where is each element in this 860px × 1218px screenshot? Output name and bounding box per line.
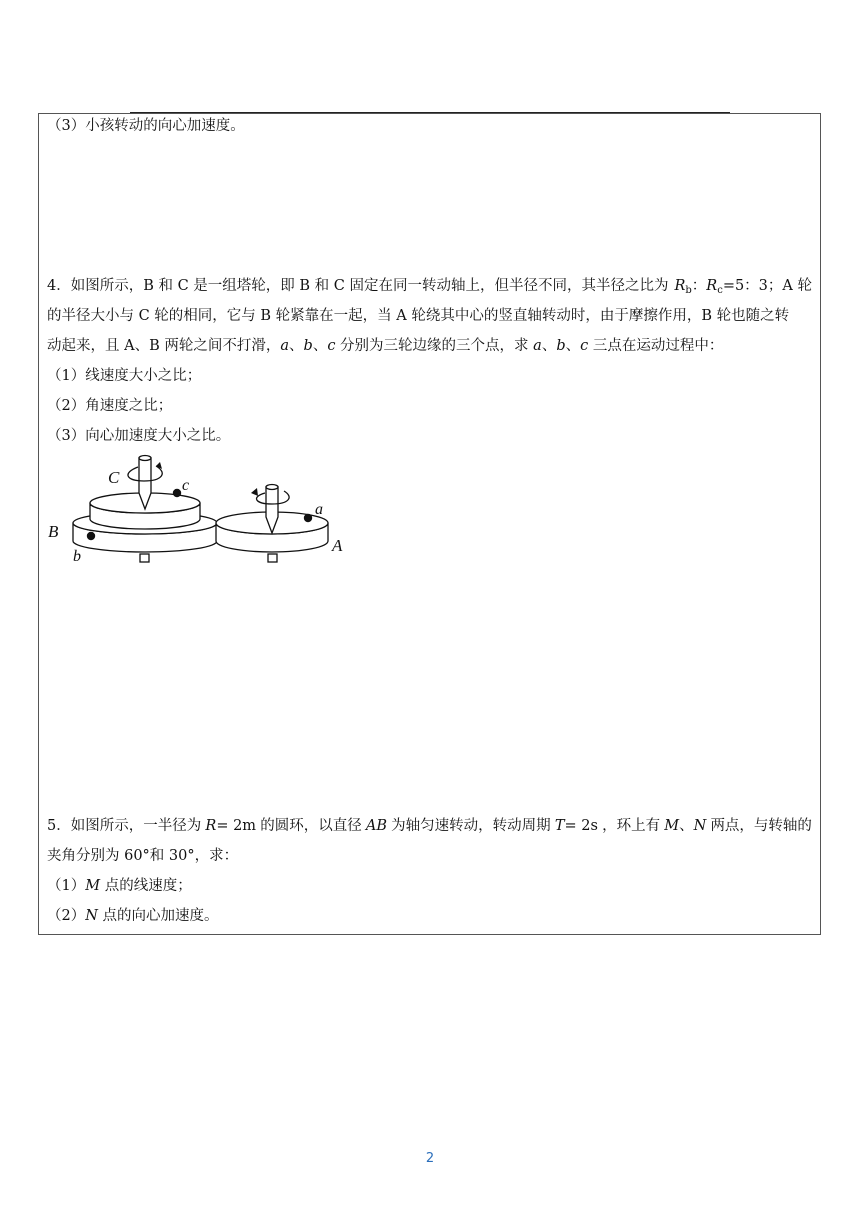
q4-line3: 动起来，且 A、B 两轮之间不打滑，a、b、c 分别为三轮边缘的三个点，求 a、b、c 三点在运动过程中： (47, 338, 724, 354)
label-c: c (182, 477, 190, 494)
q5-sub2: （2）N 点的向心加速度。 (47, 908, 219, 924)
tower-wheel-figure (44, 453, 354, 571)
label-b: b (73, 548, 81, 565)
point-a (304, 514, 312, 522)
page-number: 2 (425, 1151, 435, 1166)
label-A: A (332, 536, 343, 555)
q5-line2: 夹角分别为 60°和 30°，求： (47, 848, 239, 864)
q3-sub3: （3）小孩转动的向心加速度。 (47, 118, 245, 134)
point-c (173, 489, 181, 497)
q4-line1: 4．如图所示，B 和 C 是一组塔轮，即 B 和 C 固定在同一转动轴上，但半径不同，其半径之比为 $R_b$：$R_c=5$：3；A 轮 (47, 278, 812, 296)
bearing-A (268, 554, 277, 562)
label-B: B (48, 522, 59, 541)
q5-sub1: （1）M 点的线速度； (47, 878, 192, 894)
label-a: a (315, 501, 323, 518)
bearing-B (140, 554, 149, 562)
q4-sub2: （2）角速度之比； (47, 398, 173, 414)
label-C: C (108, 468, 120, 487)
q4-line2: 的半径大小与 C 轮的相同，它与 B 轮紧靠在一起，当 A 轮绕其中心的竖直轴转动时，由于摩擦作用，B 轮也随之转 (47, 308, 790, 324)
q4-sub3: （3）向心加速度大小之比。 (47, 428, 231, 444)
point-b (87, 532, 95, 540)
q5-line1: 5．如图所示，一半径为 R= 2m 的圆环，以直径 AB 为轴匀速转动，转动周期 T= 2s ，环上有 M、N 两点，与转轴的 (47, 818, 812, 834)
q4-sub1: （1）线速度大小之比； (47, 368, 202, 384)
